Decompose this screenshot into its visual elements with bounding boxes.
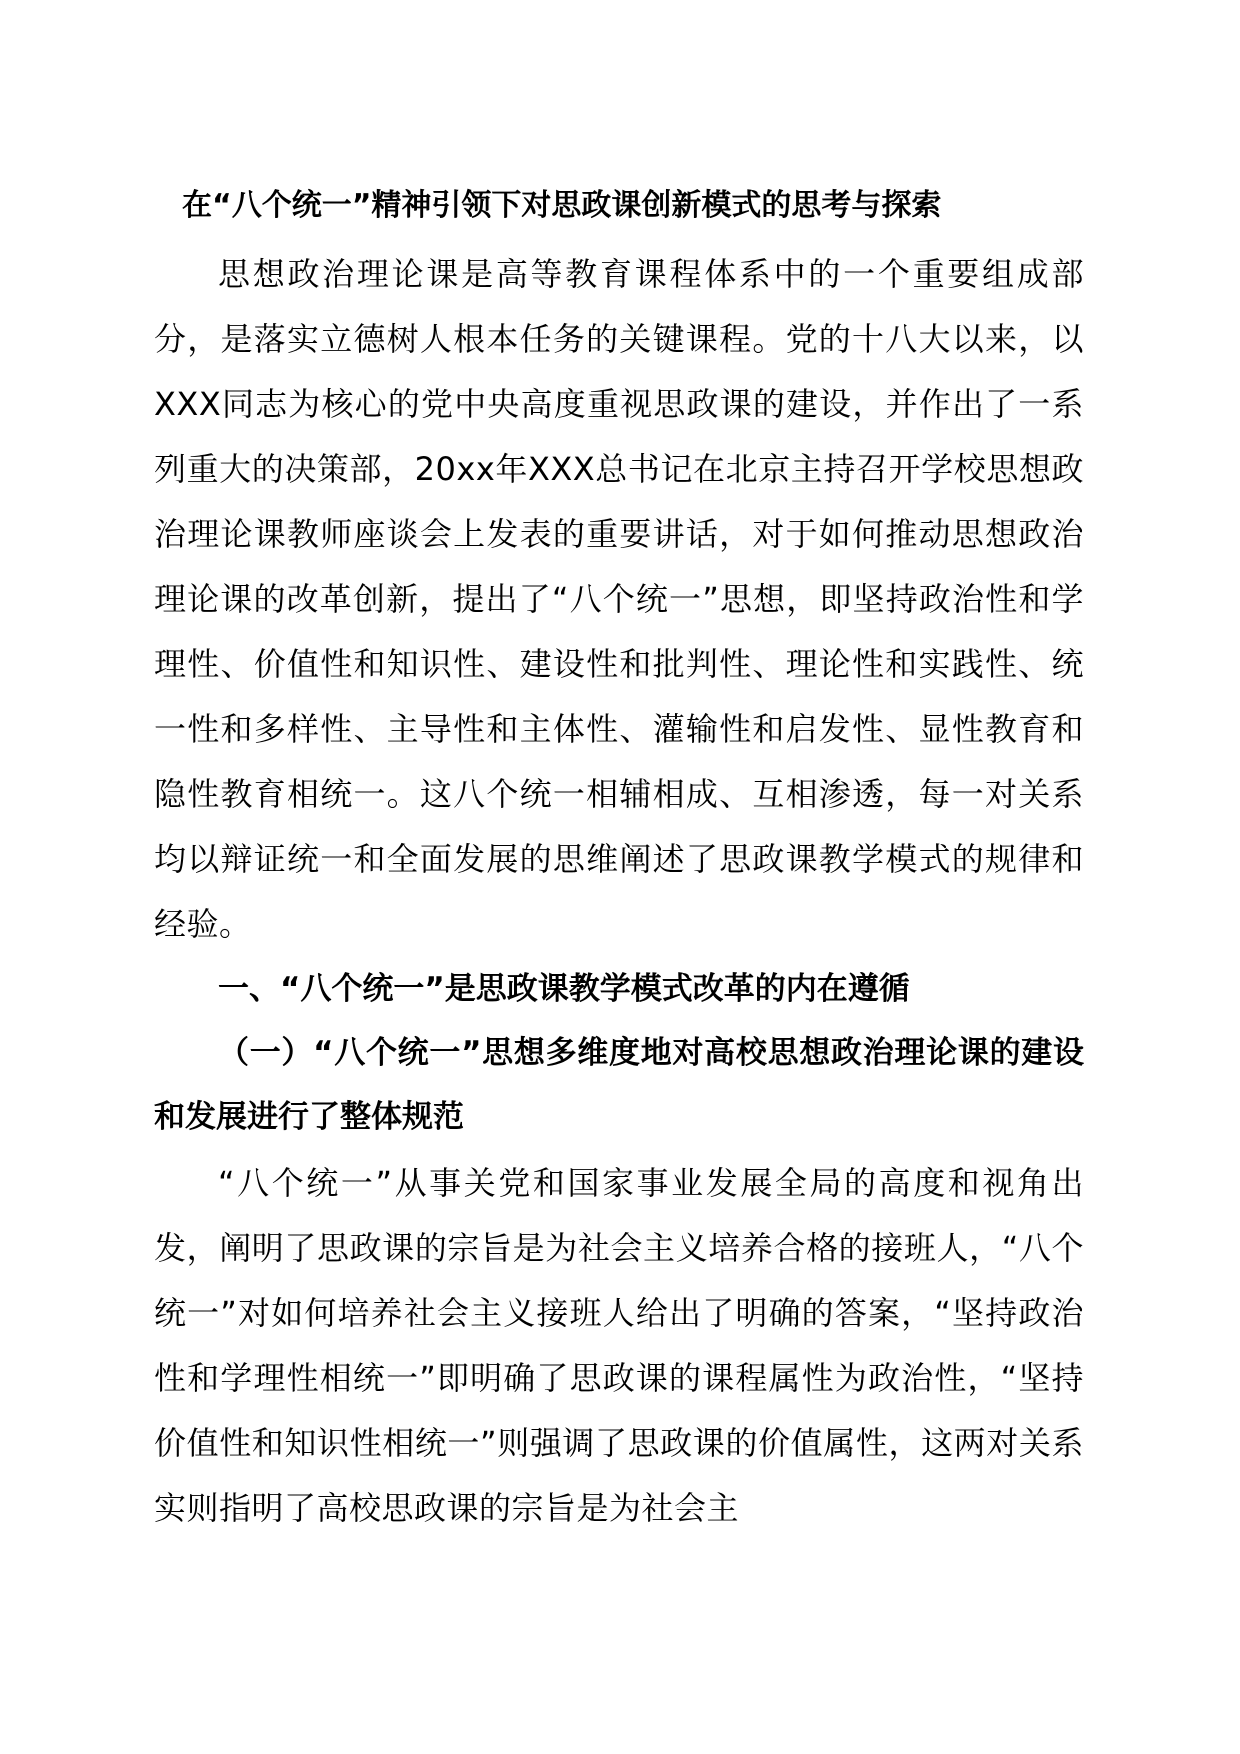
- subsection-heading: （一）“八个统一”思想多维度地对高校思想政治理论课的建设和发展进行了整体规范: [154, 1035, 1084, 1135]
- intro-paragraph: 思想政治理论课是高等教育课程体系中的一个重要组成部分，是落实立德树人根本任务的关键课程。党的十八大以来，以XXX同志为核心的党中央高度重视思政课的建设，并作出了一系列重大的决策部，20xx年XXX总书记在北京主持召开学校思想政治理论课教师座谈会上发表的重要讲话，对于如何推动思想政治理论课的改革创新，提出了“八个统一”思想，即坚持政治性和学理性、价值性和知识性、建设性和批判性、理论性和实践性、统一性和多样性、主导性和主体性、灌输性和启发性、显性教育和隐性教育相统一。这八个统一相辅相成、互相渗透，每一对关系均以辩证统一和全面发展的思维阐述了思政课教学模式的规律和经验。: [154, 255, 1084, 943]
- body-paragraph: “八个统一”从事关党和国家事业发展全局的高度和视角出发，阐明了思政课的宗旨是为社会主义培养合格的接班人，“八个统一”对如何培养社会主义接班人给出了明确的答案，“坚持政治性和学理性相统一”即明确了思政课的课程属性为政治性，“坚持价值性和知识性相统一”则强调了思政课的价值属性，这两对关系实则指明了高校思政课的宗旨是为社会主: [154, 1164, 1084, 1527]
- document-title: 在“八个统一”精神引领下对思政课创新模式的思考与探索: [182, 188, 942, 223]
- document-body: [154, 186, 1084, 1541]
- section-heading: 一、“八个统一”是思政课教学模式改革的内在遵循: [218, 971, 910, 1007]
